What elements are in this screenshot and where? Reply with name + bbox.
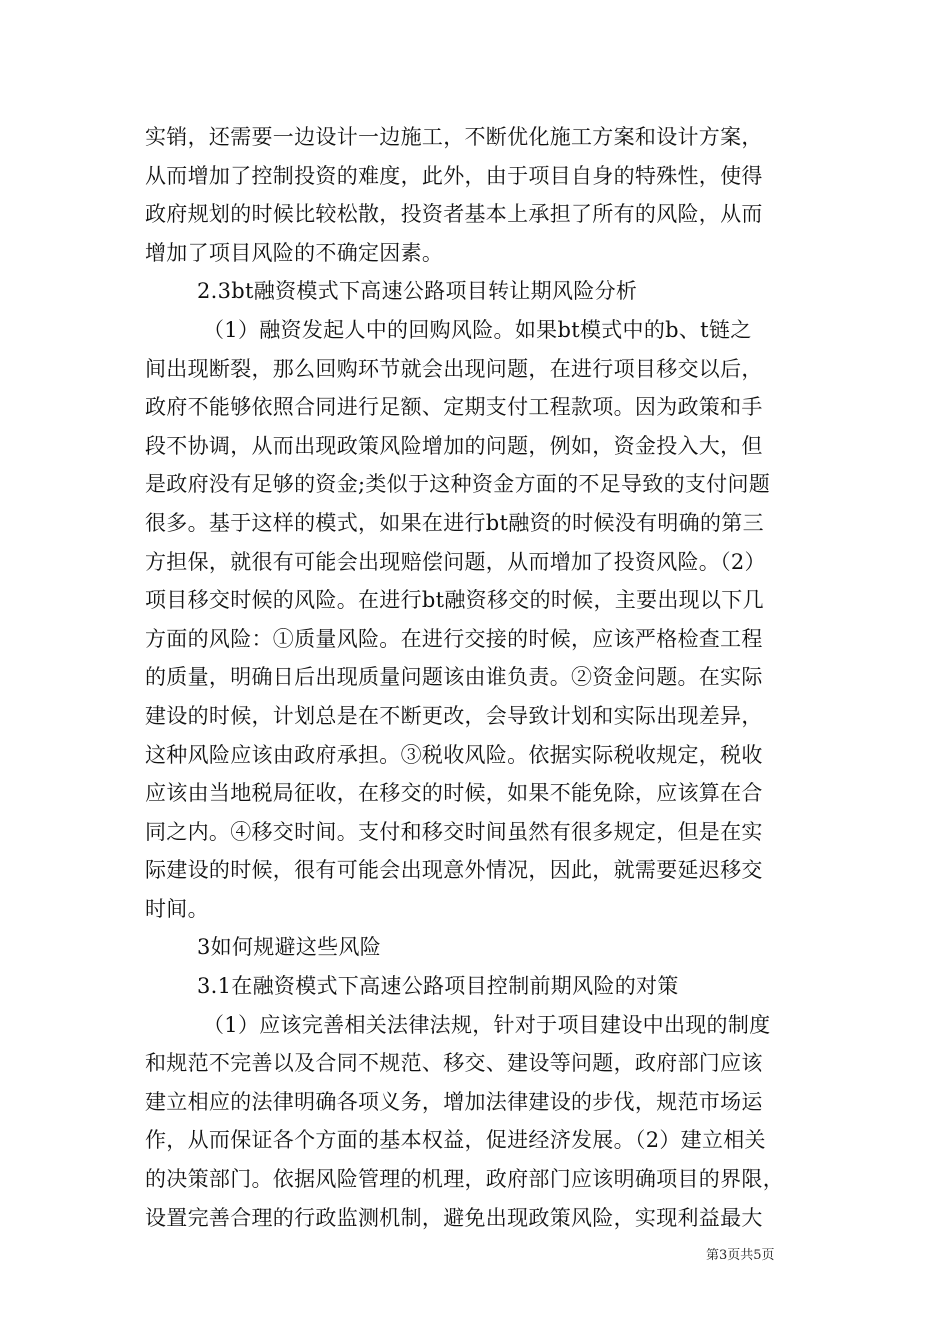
subsection-heading: 3.1在融资模式下高速公路项目控制前期风险的对策 <box>197 974 679 999</box>
body-line: 建立相应的法律明确各项义务，增加法律建设的步伐，规范市场运 <box>145 1089 763 1114</box>
body-line: 这种风险应该由政府承担。③税收风险。依据实际税收规定，税收 <box>145 742 763 767</box>
body-line: 是政府没有足够的资金;类似于这种资金方面的不足导致的支付问题 <box>145 472 771 497</box>
body-line: 政府规划的时候比较松散，投资者基本上承担了所有的风险，从而 <box>145 202 763 227</box>
body-line: 建设的时候，计划总是在不断更改，会导致计划和实际出现差异， <box>145 703 763 728</box>
body-line: 实销，还需要一边设计一边施工，不断优化施工方案和设计方案， <box>145 125 763 149</box>
body-line: 段不协调，从而出现政策风险增加的问题，例如，资金投入大，但 <box>145 433 763 458</box>
body-line: 增加了项目风险的不确定因素。 <box>145 240 444 265</box>
body-line: 和规范不完善以及合同不规范、移交、建设等问题，政府部门应该 <box>145 1051 763 1076</box>
body-line: 应该由当地税局征收，在移交的时候，如果不能免除，应该算在合 <box>145 781 763 806</box>
body-line: 项目移交时候的风险。在进行bt融资移交的时候，主要出现以下几 <box>145 588 764 613</box>
body-line: 方面的风险：①质量风险。在进行交接的时候，应该严格检查工程 <box>145 626 763 651</box>
body-line: 的决策部门。依据风险管理的机理，政府部门应该明确项目的界限， <box>145 1167 784 1192</box>
body-line: （1）融资发起人中的回购风险。如果bt模式中的b、t链之 <box>203 317 752 342</box>
body-line: 的质量，明确日后出现质量问题该由谁负责。②资金问题。在实际 <box>145 665 763 690</box>
page-number-footer: 第3页共5页 <box>706 1248 775 1263</box>
body-line: 设置完善合理的行政监测机制，避免出现政策风险，实现利益最大 <box>145 1205 763 1230</box>
body-line: 政府不能够依照合同进行足额、定期支付工程款项。因为政策和手 <box>145 395 763 420</box>
section-heading: 3如何规避这些风险 <box>197 935 382 960</box>
body-line: 从而增加了控制投资的难度，此外，由于项目自身的特殊性，使得 <box>145 163 763 188</box>
body-line: 同之内。④移交时间。支付和移交时间虽然有很多规定，但是在实 <box>145 819 763 844</box>
body-line: （1）应该完善相关法律法规，针对于项目建设中出现的制度 <box>203 1012 771 1037</box>
section-heading: 2.3bt融资模式下高速公路项目转让期风险分析 <box>197 279 638 304</box>
document-body <box>145 118 807 1237</box>
body-line: 作，从而保证各个方面的基本权益，促进经济发展。（2）建立相关 <box>145 1128 766 1153</box>
body-line: 间出现断裂，那么回购环节就会出现问题，在进行项目移交以后， <box>145 356 763 381</box>
body-line: 际建设的时候，很有可能会出现意外情况，因此，就需要延迟移交 <box>145 858 763 883</box>
body-line: 方担保，就很有可能会出现赔偿问题，从而增加了投资风险。（2） <box>145 549 766 574</box>
body-line: 很多。基于这样的模式，如果在进行bt融资的时候没有明确的第三 <box>145 510 764 535</box>
body-line: 时间。 <box>145 896 209 921</box>
